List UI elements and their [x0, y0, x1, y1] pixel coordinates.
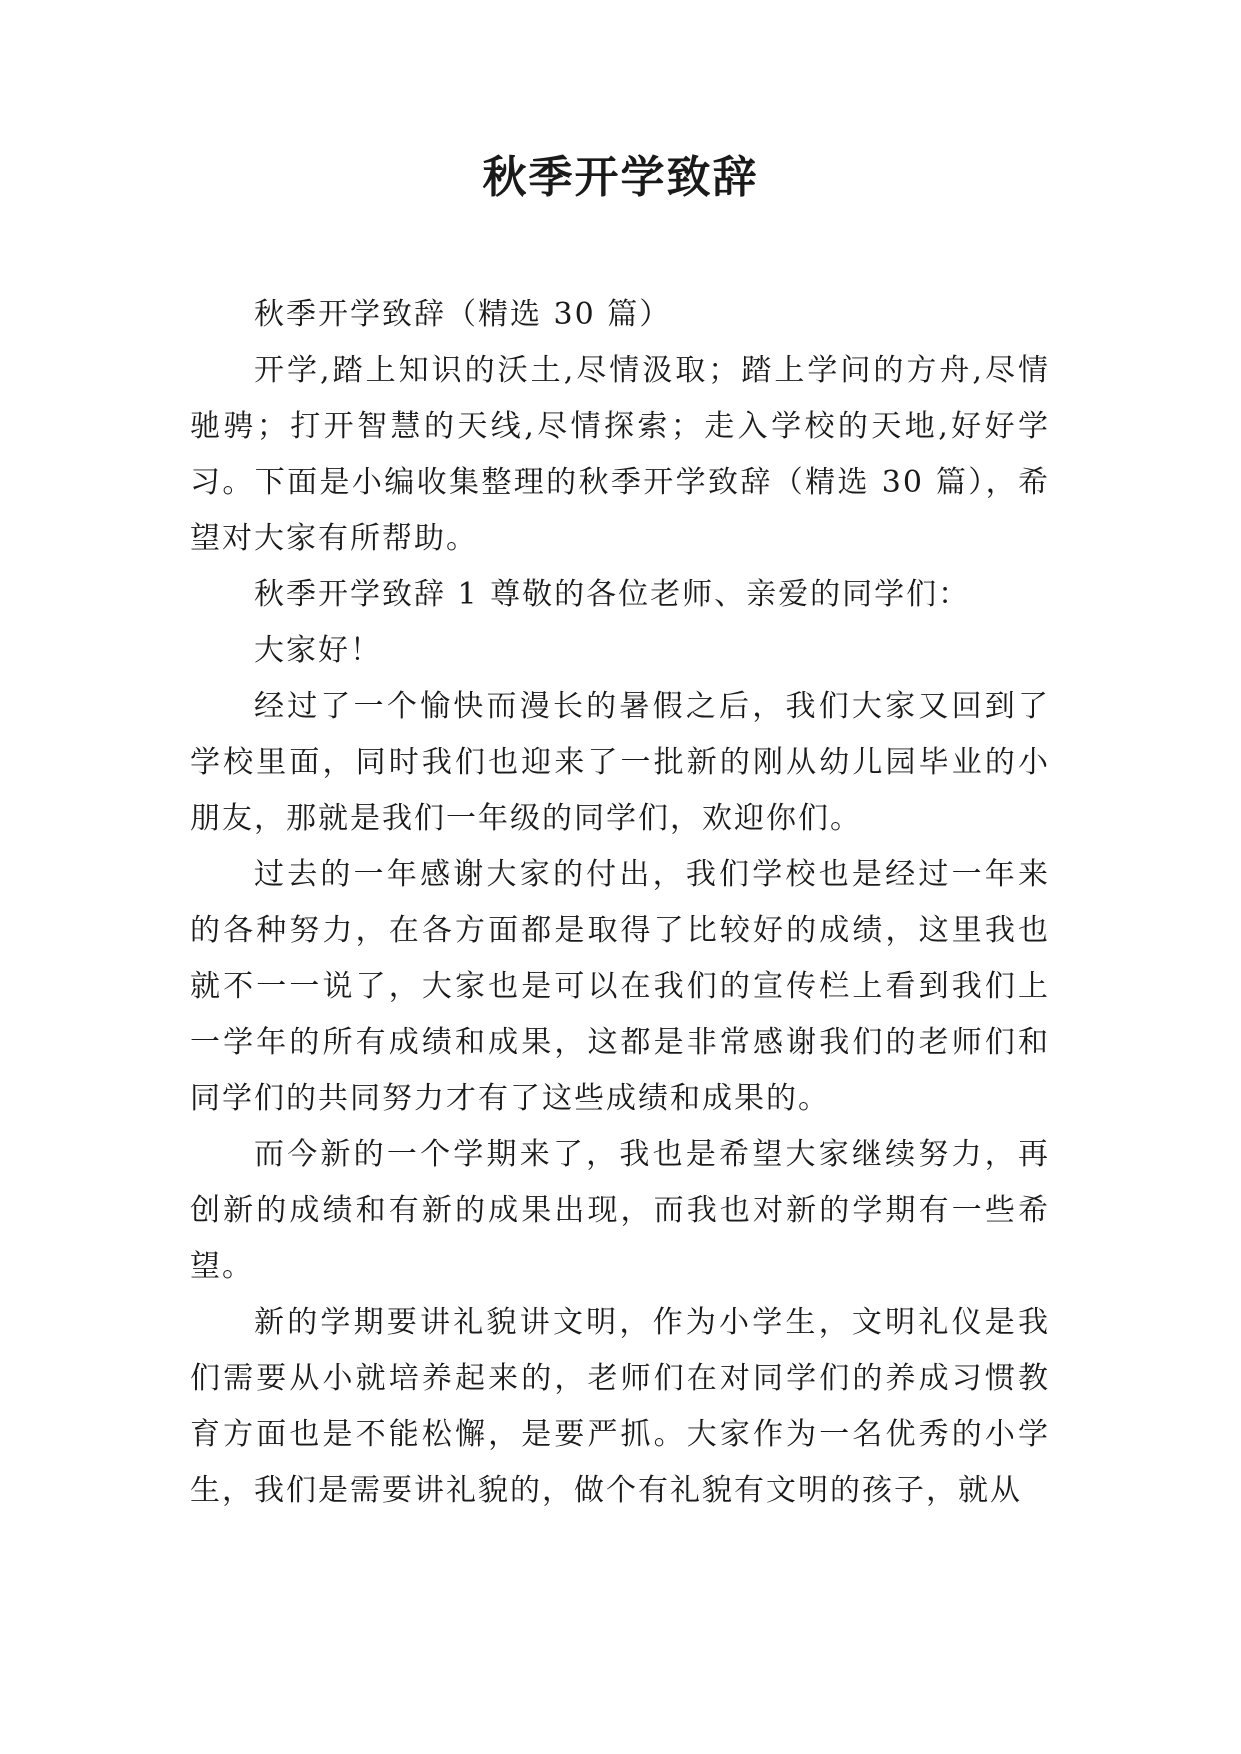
body-paragraph: 经过了一个愉快而漫长的暑假之后，我们大家又回到了学校里面，同时我们也迎来了一批新的刚从幼儿园毕业的小朋友，那就是我们一年级的同学们，欢迎你们。 [190, 689, 1050, 836]
document-body [190, 287, 1050, 1519]
body-paragraph: 而今新的一个学期来了，我也是希望大家继续努力，再创新的成绩和有新的成果出现，而我也对新的学期有一些希望。 [190, 1137, 1050, 1284]
body-paragraph: 新的学期要讲礼貌讲文明，作为小学生，文明礼仪是我们需要从小就培养起来的，老师们在对同学们的养成习惯教育方面也是不能松懈，是要严抓。大家作为一名优秀的小学生，我们是需要讲礼貌的，做个有礼貌有文明的孩子，就从 [190, 1305, 1050, 1508]
speech-heading-paragraph: 秋季开学致辞 1 尊敬的各位老师、亲爱的同学们： [254, 577, 971, 612]
intro-paragraph: 开学,踏上知识的沃土,尽情汲取；踏上学问的方舟,尽情驰骋；打开智慧的天线,尽情探索；走入学校的天地,好好学习。下面是小编收集整理的秋季开学致辞（精选 30 篇），希望对大家有所帮助。 [190, 353, 1050, 556]
document-title: 秋季开学致辞 [482, 152, 759, 203]
greeting-paragraph: 大家好！ [254, 633, 382, 668]
subtitle-paragraph: 秋季开学致辞（精选 30 篇） [254, 297, 672, 332]
body-paragraph: 过去的一年感谢大家的付出，我们学校也是经过一年来的各种努力，在各方面都是取得了比较好的成绩，这里我也就不一一说了，大家也是可以在我们的宣传栏上看到我们上一学年的所有成绩和成果，这都是非常感谢我们的老师们和同学们的共同努力才有了这些成绩和成果的。 [190, 857, 1050, 1116]
